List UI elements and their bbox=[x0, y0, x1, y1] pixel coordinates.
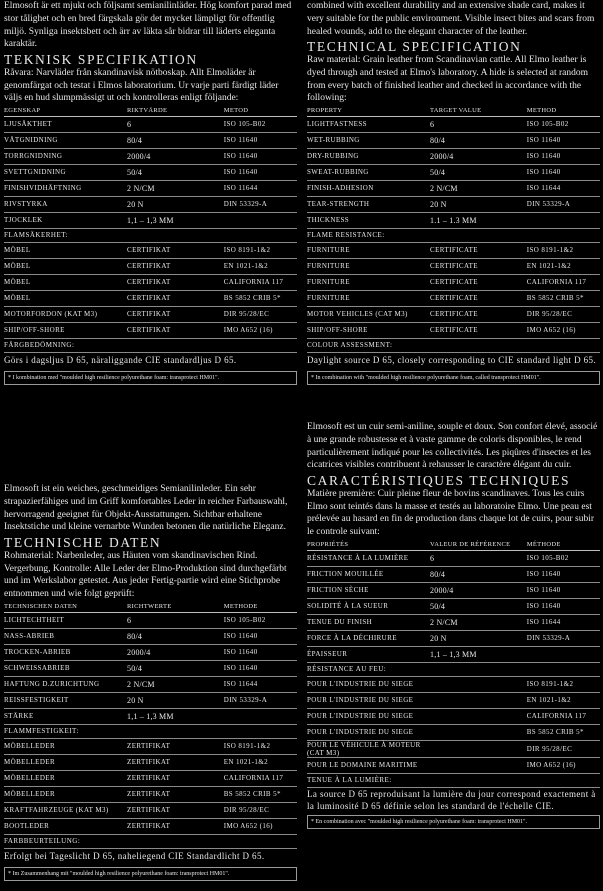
property-cell: MOTORFORDON (KAT M3) bbox=[4, 306, 127, 322]
method-cell: ISO 11640 bbox=[527, 132, 600, 148]
color-text: La source D 65 reproduisant la lumière du jour correspond exactement à la luminosité D 65 définie selon les standard de l'échelle CIE. bbox=[307, 788, 596, 811]
method-cell: DIN 53329-A bbox=[527, 196, 600, 212]
table-row bbox=[307, 740, 600, 757]
column-header: PROPRIÉTÉS bbox=[307, 540, 430, 551]
property-cell: POUR L'INDUSTRIE DU SIEGE bbox=[307, 708, 430, 724]
value-cell: 2 N/CM bbox=[127, 180, 224, 196]
method-cell: DIR 95/28/EC bbox=[527, 306, 600, 322]
method-cell: ISO 11640 bbox=[527, 566, 600, 582]
property-cell: POUR L'INDUSTRIE DU SIEGE bbox=[307, 724, 430, 740]
property-cell: MÖBEL bbox=[4, 242, 127, 258]
value-cell: CERTIFICATE bbox=[430, 274, 527, 290]
property-cell: BOOTLEDER bbox=[4, 818, 127, 834]
value-cell: CERTIFICATE bbox=[430, 322, 527, 338]
method-cell: ISO 11640 bbox=[224, 148, 297, 164]
property-cell: FORCE À LA DÉCHIRURE bbox=[307, 630, 430, 646]
method-cell bbox=[527, 212, 600, 228]
property-cell: SCHWEISSABRIEB bbox=[4, 660, 127, 676]
value-cell: 80/4 bbox=[430, 132, 527, 148]
color-text-row bbox=[4, 352, 297, 368]
french-section bbox=[307, 421, 600, 829]
property-cell: SWEAT-RUBBING bbox=[307, 164, 430, 180]
value-cell: 6 bbox=[127, 612, 224, 628]
method-cell: ISO 11640 bbox=[224, 628, 297, 644]
value-cell: 1,1 – 1,3 MM bbox=[430, 646, 527, 662]
table-row bbox=[4, 322, 297, 338]
method-cell: DIR 95/28/EC bbox=[224, 306, 297, 322]
property-cell: TJOCKLEK bbox=[4, 212, 127, 228]
column-header: PROPERTY bbox=[307, 106, 430, 117]
property-cell: MÖBELLEDER bbox=[4, 738, 127, 754]
property-cell: KRAFTFAHRZEUGE (KAT M3) bbox=[4, 802, 127, 818]
table-row bbox=[4, 164, 297, 180]
value-cell: 20 N bbox=[127, 692, 224, 708]
table-row bbox=[307, 646, 600, 662]
method-cell bbox=[224, 708, 297, 724]
value-cell: CERTIFIKAT bbox=[127, 306, 224, 322]
property-cell: FRICTION SÈCHE bbox=[307, 582, 430, 598]
swedish-intro: Elmosoft är ett mjukt och följsamt semianilinläder. Hög komfort parad med stor tålighet och en bred färgskala gör det mycket lämpligt för offentlig miljö. Synliga insektsbett och ärr av läkta sår bidrar till läderts eleganta karaktär. bbox=[4, 1, 292, 50]
table-row bbox=[307, 274, 600, 290]
table-row bbox=[307, 550, 600, 566]
property-cell: FINISH-ADHESION bbox=[307, 180, 430, 196]
color-text: Erfolgt bei Tageslicht D 65, naheliegend CIE Standardlicht D 65. bbox=[4, 851, 265, 862]
fire-heading: FLAMMFESTIGKEIT: bbox=[4, 724, 297, 738]
color-text-cell bbox=[307, 352, 600, 368]
property-cell: POUR L'INDUSTRIE DU SIEGE bbox=[307, 692, 430, 708]
method-cell: ISO 8191-1&2 bbox=[527, 242, 600, 258]
table-row bbox=[307, 692, 600, 708]
method-cell: DIN 53329-A bbox=[224, 196, 297, 212]
table-row bbox=[4, 676, 297, 692]
value-cell: CERTIFICATE bbox=[430, 306, 527, 322]
table-row bbox=[4, 290, 297, 306]
value-cell: 1.1 – 1.3 MM bbox=[430, 212, 527, 228]
value-cell bbox=[430, 692, 527, 708]
table-body bbox=[307, 116, 600, 368]
property-cell: POUR LE VÉHICULE À MOTEUR (CAT M3) bbox=[307, 740, 430, 757]
property-cell: LIGHTFASTNESS bbox=[307, 116, 430, 132]
method-cell: DIN 53329-A bbox=[527, 630, 600, 646]
method-cell: CALIFORNIA 117 bbox=[224, 274, 297, 290]
english-spec-table bbox=[307, 106, 600, 368]
method-cell bbox=[224, 212, 297, 228]
column-header: METOD bbox=[224, 106, 297, 117]
method-cell: CALIFORNIA 117 bbox=[527, 274, 600, 290]
table-row bbox=[307, 306, 600, 322]
value-cell: 2 N/CM bbox=[127, 676, 224, 692]
fire-heading: RÉSISTANCE AU FEU: bbox=[307, 662, 600, 676]
method-cell: ISO 11640 bbox=[224, 164, 297, 180]
column-header: VALEUR DE RÉFÉRENCE bbox=[430, 540, 527, 551]
color-text: Görs i dagsljus D 65, näraliggande CIE standardljus D 65. bbox=[4, 355, 237, 366]
table-header-row bbox=[307, 540, 600, 551]
method-cell: BS 5852 CRIB 5* bbox=[527, 290, 600, 306]
french-intro: Elmosoft est un cuir semi-aniline, souple et doux. Son confort élevé, associé à une grande robustesse et à vaste gamme de coloris disponibles, le rend particulièrement indiqué pour les collectivités. Les piqûres d'insectes et les cicatrices visibles contribuent à rehausser le caractère élégant du cuir. bbox=[307, 422, 598, 471]
property-cell: TORRGNIDNING bbox=[4, 148, 127, 164]
property-cell: SVETTGNIDNING bbox=[4, 164, 127, 180]
value-cell: ZERTIFIKAT bbox=[127, 770, 224, 786]
table-header-row bbox=[4, 602, 297, 613]
value-cell bbox=[430, 676, 527, 692]
swedish-section bbox=[4, 0, 297, 385]
value-cell: 2000/4 bbox=[430, 582, 527, 598]
property-cell: POUR LE DOMAINE MARITIME bbox=[307, 757, 430, 773]
method-cell: ISO 105-B02 bbox=[527, 116, 600, 132]
property-cell: POUR L'INDUSTRIE DU SIEGE bbox=[307, 676, 430, 692]
method-cell: IMO A652 (16) bbox=[224, 818, 297, 834]
property-cell: SHIP/OFF-SHORE bbox=[4, 322, 127, 338]
property-cell: WET-RUBBING bbox=[307, 132, 430, 148]
method-cell: BS 5852 CRIB 5* bbox=[527, 724, 600, 740]
value-cell: CERTIFIKAT bbox=[127, 322, 224, 338]
value-cell: 50/4 bbox=[127, 164, 224, 180]
table-row bbox=[4, 212, 297, 228]
table-row bbox=[307, 757, 600, 773]
property-cell: DRY-RUBBING bbox=[307, 148, 430, 164]
method-cell: ISO 11644 bbox=[224, 676, 297, 692]
column-header: TARGET VALUE bbox=[430, 106, 527, 117]
german-spec-table bbox=[4, 602, 297, 864]
table-row bbox=[4, 132, 297, 148]
property-cell: THICKNESS bbox=[307, 212, 430, 228]
property-cell: NASS-ABRIEB bbox=[4, 628, 127, 644]
table-row bbox=[4, 306, 297, 322]
table-header bbox=[4, 106, 297, 117]
value-cell: 2000/4 bbox=[430, 148, 527, 164]
table-row bbox=[4, 818, 297, 834]
method-cell: ISO 11644 bbox=[527, 180, 600, 196]
property-cell: LICHTECHTHEIT bbox=[4, 612, 127, 628]
method-cell: CALIFORNIA 117 bbox=[527, 708, 600, 724]
color-heading-row bbox=[307, 338, 600, 352]
table-row bbox=[307, 148, 600, 164]
table-body bbox=[4, 612, 297, 864]
method-cell: ISO 105-B02 bbox=[527, 550, 600, 566]
method-cell: ISO 11644 bbox=[224, 180, 297, 196]
value-cell: 80/4 bbox=[127, 628, 224, 644]
value-cell: 6 bbox=[127, 116, 224, 132]
value-cell: CERTIFIKAT bbox=[127, 274, 224, 290]
property-cell: LJUSÄKTHET bbox=[4, 116, 127, 132]
value-cell: 2 N/CM bbox=[430, 180, 527, 196]
property-cell: SOLIDITÉ À LA SUEUR bbox=[307, 598, 430, 614]
color-heading-row bbox=[4, 338, 297, 352]
value-cell bbox=[430, 724, 527, 740]
value-cell: ZERTIFIKAT bbox=[127, 802, 224, 818]
table-row bbox=[307, 212, 600, 228]
property-cell: STÄRKE bbox=[4, 708, 127, 724]
column-header: RIKTVÄRDE bbox=[127, 106, 224, 117]
color-heading-row bbox=[4, 834, 297, 848]
table-row bbox=[307, 676, 600, 692]
fire-heading: FLAMSÄKERHET: bbox=[4, 228, 297, 242]
method-cell: ISO 8191-1&2 bbox=[224, 242, 297, 258]
table-row bbox=[307, 132, 600, 148]
value-cell: 50/4 bbox=[430, 164, 527, 180]
english-lead: Raw material: Grain leather from Scandinavian cattle. All Elmo leather is dyed through and tested at Elmo's laboratory. A hide is selected at random from every batch of finished leather and checked in accordance with the following: bbox=[307, 55, 589, 104]
french-footnote: * En combination avec "moulded high resilience polyurethane foam: transprotect HM01". bbox=[307, 815, 600, 829]
method-cell: DIN 53329-A bbox=[224, 692, 297, 708]
value-cell: 20 N bbox=[430, 630, 527, 646]
table-row bbox=[4, 660, 297, 676]
german-heading: TECHNISCHE DATEN bbox=[4, 535, 162, 551]
swedish-footnote: * I kombination med "moulded high resilience polyurethane foam: transprotect HM01". bbox=[4, 371, 297, 385]
property-cell: MÖBEL bbox=[4, 290, 127, 306]
value-cell: 6 bbox=[430, 550, 527, 566]
color-text-row bbox=[307, 352, 600, 368]
fire-heading-row bbox=[4, 228, 297, 242]
method-cell: IMO A652 (16) bbox=[527, 322, 600, 338]
table-row bbox=[307, 164, 600, 180]
property-cell: VÅTGNIDNING bbox=[4, 132, 127, 148]
property-cell: MÖBEL bbox=[4, 258, 127, 274]
german-footnote: * Im Zusammenhang mit "moulded high resilience polyurethane foam: transprotect HM01". bbox=[4, 867, 297, 881]
french-heading: CARACTÉRISTIQUES TECHNIQUES bbox=[307, 473, 571, 489]
value-cell: 50/4 bbox=[127, 660, 224, 676]
color-text-cell bbox=[4, 352, 297, 368]
table-row bbox=[4, 242, 297, 258]
value-cell: ZERTIFIKAT bbox=[127, 738, 224, 754]
english-section bbox=[307, 0, 600, 385]
property-cell: MÖBEL bbox=[4, 274, 127, 290]
property-cell: FURNITURE bbox=[307, 258, 430, 274]
column-header: METHOD bbox=[527, 106, 600, 117]
column-header: TECHNISCHEN DATEN bbox=[4, 602, 127, 613]
value-cell: 1,1 – 1,3 MM bbox=[127, 708, 224, 724]
method-cell: EN 1021-1&2 bbox=[527, 258, 600, 274]
english-heading: TECHNICAL SPECIFICATION bbox=[307, 39, 522, 55]
table-row bbox=[4, 628, 297, 644]
german-lead: Rohmaterial: Narbenleder, aus Häuten vom skandinavischen Rind. Vergerbung, Kontrolle: Alle Leder der Elmo-Produktion sind durchgefärbt und im Werkslabor getestet. Aus jeder Fertig-partie wird eine Stichprobe entnommen und wie folgt geprüft: bbox=[4, 551, 287, 599]
value-cell: 80/4 bbox=[127, 132, 224, 148]
value-cell: CERTIFIKAT bbox=[127, 290, 224, 306]
value-cell: 2 N/CM bbox=[430, 614, 527, 630]
value-cell: ZERTIFIKAT bbox=[127, 818, 224, 834]
table-row bbox=[307, 180, 600, 196]
table-row bbox=[4, 802, 297, 818]
fire-heading: FLAME RESISTANCE: bbox=[307, 228, 600, 242]
table-row bbox=[307, 242, 600, 258]
color-text-cell bbox=[4, 848, 297, 864]
german-section bbox=[4, 483, 297, 881]
color-text-cell bbox=[307, 787, 600, 812]
method-cell: EN 1021-1&2 bbox=[527, 692, 600, 708]
table-row bbox=[4, 274, 297, 290]
method-cell: DIR 95/28/EC bbox=[527, 740, 600, 757]
value-cell bbox=[430, 708, 527, 724]
method-cell: EN 1021-1&2 bbox=[224, 754, 297, 770]
table-row bbox=[307, 322, 600, 338]
method-cell: ISO 11640 bbox=[527, 164, 600, 180]
table-row bbox=[307, 630, 600, 646]
table-row bbox=[4, 738, 297, 754]
value-cell: 50/4 bbox=[430, 598, 527, 614]
method-cell: ISO 11640 bbox=[224, 660, 297, 676]
value-cell: CERTIFIKAT bbox=[127, 242, 224, 258]
method-cell: ISO 105-B02 bbox=[224, 612, 297, 628]
table-row bbox=[307, 196, 600, 212]
table-row bbox=[4, 708, 297, 724]
property-cell: RÉSISTANCE À LA LUMIÈRE bbox=[307, 550, 430, 566]
method-cell: ISO 11640 bbox=[527, 598, 600, 614]
property-cell: MÖBELLEDER bbox=[4, 754, 127, 770]
color-text-row bbox=[307, 787, 600, 812]
fire-heading-row bbox=[307, 228, 600, 242]
english-intro: combined with excellent durability and an extensive shade card, makes it very suitable for the public environment. Visible insect bites and scars from healed wounds, add to the elegant character of the leather. bbox=[307, 1, 595, 37]
column-header: EGENSKAP bbox=[4, 106, 127, 117]
property-cell: FURNITURE bbox=[307, 274, 430, 290]
value-cell: 20 N bbox=[127, 196, 224, 212]
color-heading: FARBBEURTEILUNG: bbox=[4, 834, 297, 848]
property-cell: MOTOR VEHICLES (CAT M3) bbox=[307, 306, 430, 322]
color-heading: COLOUR ASSESSMENT: bbox=[307, 338, 600, 352]
table-row bbox=[4, 612, 297, 628]
property-cell: HAFTUNG D.ZURICHTUNG bbox=[4, 676, 127, 692]
value-cell: CERTIFICATE bbox=[430, 290, 527, 306]
table-body bbox=[307, 550, 600, 812]
value-cell: CERTIFICATE bbox=[430, 242, 527, 258]
property-cell: ÉPAISSEUR bbox=[307, 646, 430, 662]
value-cell: 2000/4 bbox=[127, 148, 224, 164]
method-cell: ISO 11644 bbox=[527, 614, 600, 630]
table-header bbox=[307, 540, 600, 551]
method-cell: ISO 11640 bbox=[224, 132, 297, 148]
column-header: MÉTHODE bbox=[527, 540, 600, 551]
value-cell: 1,1 – 1,3 MM bbox=[127, 212, 224, 228]
value-cell: 2000/4 bbox=[127, 644, 224, 660]
table-header bbox=[4, 602, 297, 613]
method-cell: DIR 95/28/EC bbox=[224, 802, 297, 818]
method-cell bbox=[527, 646, 600, 662]
property-cell: FINISHVIDHÄFTNING bbox=[4, 180, 127, 196]
swedish-heading: TEKNISK SPECIFIKATION bbox=[4, 52, 198, 68]
table-row bbox=[4, 258, 297, 274]
table-row bbox=[307, 116, 600, 132]
property-cell: REISSFESTIGKEIT bbox=[4, 692, 127, 708]
method-cell: ISO 8191-1&2 bbox=[224, 738, 297, 754]
table-row bbox=[4, 644, 297, 660]
method-cell: ISO 11640 bbox=[527, 148, 600, 164]
fire-heading-row bbox=[4, 724, 297, 738]
method-cell: ISO 11640 bbox=[527, 582, 600, 598]
table-header-row bbox=[307, 106, 600, 117]
french-lead: Matière première: Cuir pleine fleur de bovins scandinaves. Tous les cuirs Elmo sont teintés dans la masse et testés au laboratoire Elmo. Une peau est prélevée au hasard en fin de production dans chaque lot de cuirs, pour subir le controle suivant: bbox=[307, 489, 595, 537]
english-footnote: * In combination with "moulded high resilience polyurethane foam, called transprotect HM01". bbox=[307, 371, 600, 385]
table-row bbox=[307, 724, 600, 740]
table-row bbox=[4, 786, 297, 802]
method-cell: ISO 11640 bbox=[224, 644, 297, 660]
table-row bbox=[307, 598, 600, 614]
value-cell bbox=[430, 740, 527, 757]
table-row bbox=[307, 582, 600, 598]
swedish-spec-table bbox=[4, 106, 297, 368]
color-heading: FÄRGBEDÖMNING: bbox=[4, 338, 297, 352]
property-cell: FRICTION MOUILLÉE bbox=[307, 566, 430, 582]
table-row bbox=[4, 180, 297, 196]
table-row bbox=[4, 754, 297, 770]
column-header: RICHTWERTE bbox=[127, 602, 224, 613]
value-cell: ZERTIFIKAT bbox=[127, 754, 224, 770]
table-body bbox=[4, 116, 297, 368]
table-row bbox=[307, 290, 600, 306]
method-cell: BS 5852 CRIB 5* bbox=[224, 290, 297, 306]
table-header bbox=[307, 106, 600, 117]
table-row bbox=[4, 116, 297, 132]
property-cell: FURNITURE bbox=[307, 242, 430, 258]
property-cell: FURNITURE bbox=[307, 290, 430, 306]
table-row bbox=[307, 614, 600, 630]
property-cell: MÖBELLEDER bbox=[4, 770, 127, 786]
color-heading-row bbox=[307, 773, 600, 787]
value-cell bbox=[430, 757, 527, 773]
color-heading: TENUE À LA LUMIÈRE: bbox=[307, 773, 600, 787]
property-cell: TEAR-STRENGTH bbox=[307, 196, 430, 212]
value-cell: 6 bbox=[430, 116, 527, 132]
value-cell: 20 N bbox=[430, 196, 527, 212]
color-text: Daylight source D 65, closely corresponding to CIE standard light D 65. bbox=[307, 355, 597, 366]
property-cell: TENUE DU FINISH bbox=[307, 614, 430, 630]
property-cell: RIVSTYRKA bbox=[4, 196, 127, 212]
french-spec-table bbox=[307, 540, 600, 812]
table-row bbox=[4, 196, 297, 212]
table-row bbox=[4, 692, 297, 708]
table-row bbox=[307, 708, 600, 724]
method-cell: IMO A652 (16) bbox=[527, 757, 600, 773]
method-cell: ISO 105-B02 bbox=[224, 116, 297, 132]
column-header: METHODE bbox=[224, 602, 297, 613]
value-cell: ZERTIFIKAT bbox=[127, 786, 224, 802]
value-cell: 80/4 bbox=[430, 566, 527, 582]
method-cell: BS 5852 CRIB 5* bbox=[224, 786, 297, 802]
table-row bbox=[307, 566, 600, 582]
method-cell: IMO A652 (16) bbox=[224, 322, 297, 338]
table-row bbox=[307, 258, 600, 274]
method-cell: EN 1021-1&2 bbox=[224, 258, 297, 274]
value-cell: CERTIFICATE bbox=[430, 258, 527, 274]
table-header-row bbox=[4, 106, 297, 117]
swedish-lead: Råvara: Narvläder från skandinavisk nötboskap. Allt Elmoläder är genomfärgat och testat i Elmos laboratorium. Ur varje parti färdigt läder väljs en hud slumpmässigt ut och kontrolleras enligt följande: bbox=[4, 68, 279, 104]
method-cell: ISO 8191-1&2 bbox=[527, 676, 600, 692]
property-cell: MÖBELLEDER bbox=[4, 786, 127, 802]
table-row bbox=[4, 770, 297, 786]
fire-heading-row bbox=[307, 662, 600, 676]
property-cell: TROCKEN-ABRIEB bbox=[4, 644, 127, 660]
value-cell: CERTIFIKAT bbox=[127, 258, 224, 274]
german-intro: Elmosoft ist ein weiches, geschmeidiges Semianilinleder. Ein sehr strapazierfähiges und im Griff komfortables Leder in reicher Farbauswahl, hervorragend geeignet für Objekt-Ausstattungen. Sichtbar erhaltene Insektstiche und kleine vernarbte Wunden betonen die natürliche Eleganz. bbox=[4, 484, 288, 533]
property-cell: SHIP/OFF-SHORE bbox=[307, 322, 430, 338]
table-row bbox=[4, 148, 297, 164]
color-text-row bbox=[4, 848, 297, 864]
method-cell: CALIFORNIA 117 bbox=[224, 770, 297, 786]
